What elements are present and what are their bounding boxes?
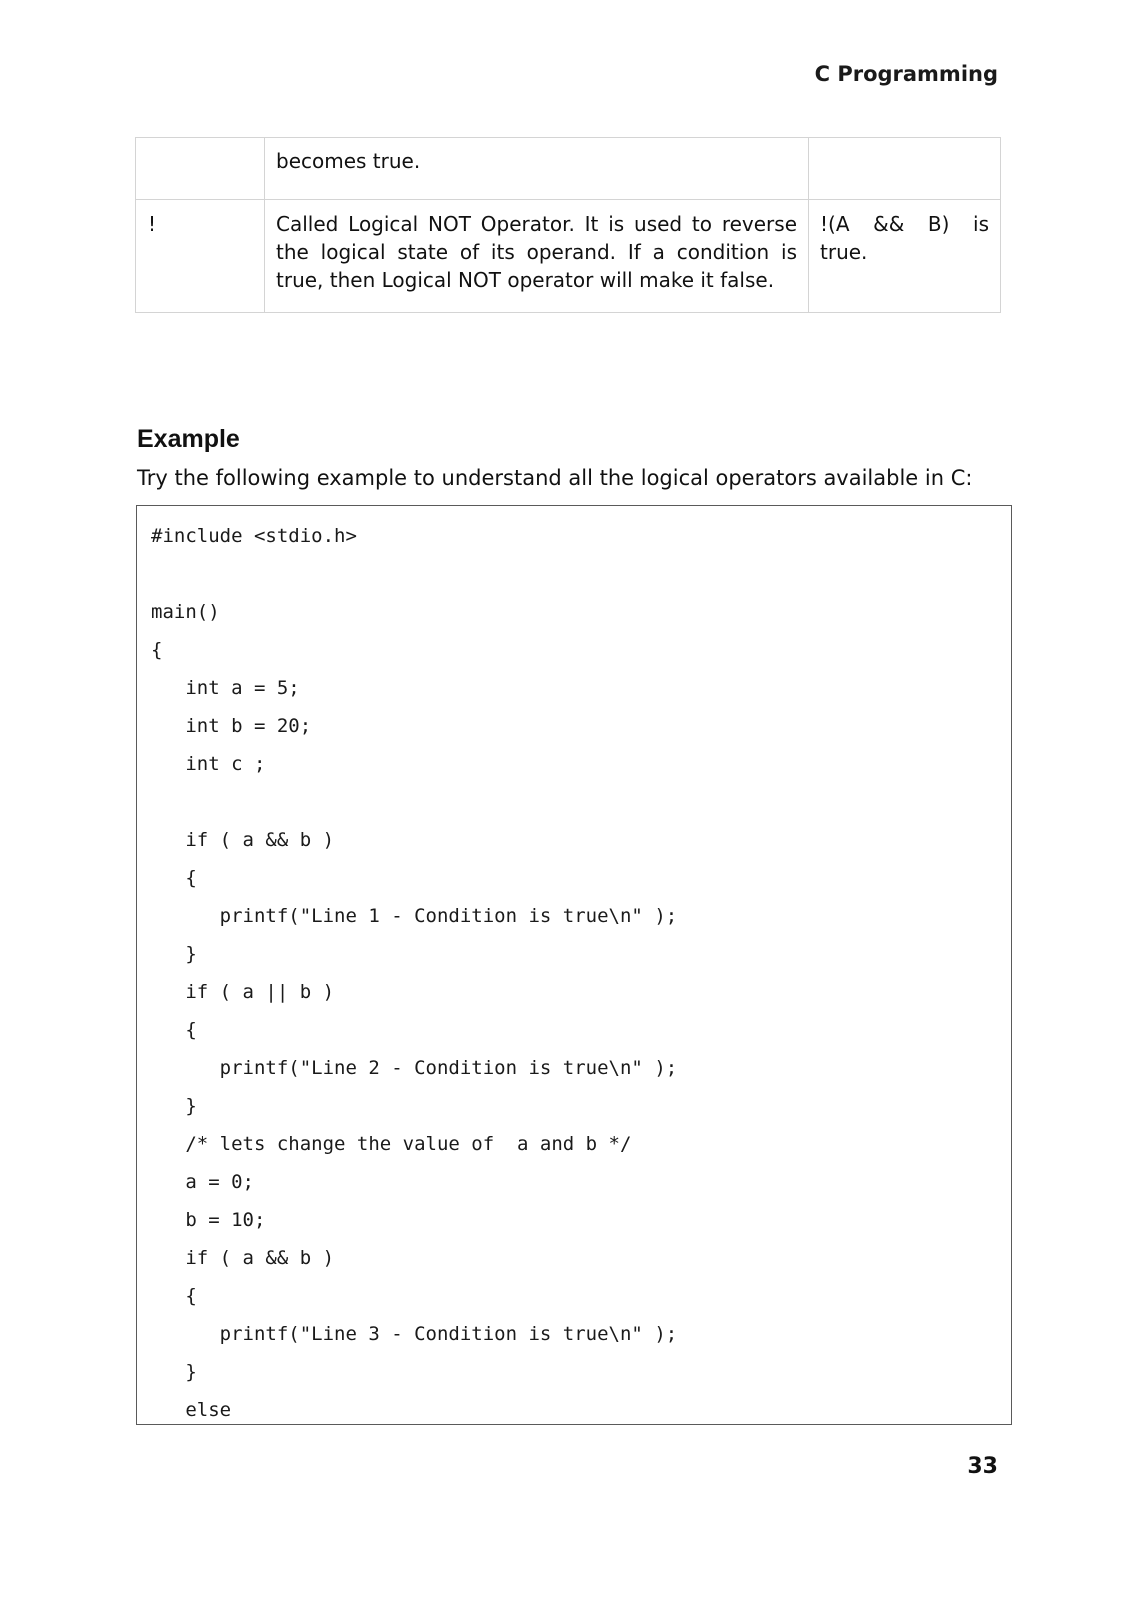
code-line: int c ; (151, 753, 266, 775)
code-line: } (151, 943, 197, 965)
code-line: int a = 5; (151, 677, 300, 699)
operator-cell: ! (136, 200, 265, 313)
code-line: else (151, 1399, 232, 1421)
code-line: } (151, 1095, 197, 1117)
table-row (136, 138, 1001, 200)
code-line: if ( a || b ) (151, 981, 335, 1003)
code-line: main() (151, 601, 220, 623)
section-heading: Example (137, 425, 240, 453)
running-header: C Programming (814, 62, 998, 86)
code-line: int b = 20; (151, 715, 312, 737)
code-line: printf("Line 2 - Condition is true\n" ); (151, 1057, 678, 1079)
code-line: if ( a && b ) (151, 1247, 335, 1269)
code-line: { (151, 639, 163, 661)
code-line: #include <stdio.h> (151, 525, 357, 547)
code-line: printf("Line 1 - Condition is true\n" ); (151, 905, 678, 927)
code-line: if ( a && b ) (151, 829, 335, 851)
intro-paragraph: Try the following example to understand all the logical operators available in C: (137, 466, 973, 490)
code-line: printf("Line 3 - Condition is true\n" ); (151, 1323, 678, 1345)
code-line (151, 555, 1011, 593)
description-cell: Called Logical NOT Operator. It is used to reverse the logical state of its operand. If a condition is true, then Logical NOT operator will make it false. (265, 200, 809, 313)
code-line: } (151, 1361, 197, 1383)
code-block (136, 505, 1012, 1425)
code-line: b = 10; (151, 1209, 266, 1231)
code-line: a = 0; (151, 1171, 254, 1193)
code-line: { (151, 1285, 197, 1307)
description-cell: becomes true. (265, 138, 809, 200)
code-line (151, 783, 1011, 821)
code-line: { (151, 1019, 197, 1041)
example-cell (809, 138, 1001, 200)
operator-cell (136, 138, 265, 200)
operator-table (135, 137, 1001, 313)
code-line: { (151, 867, 197, 889)
table-row (136, 200, 1001, 313)
page-number: 33 (967, 1454, 998, 1479)
example-cell: !(A && B) is true. (809, 200, 1001, 313)
code-line: /* lets change the value of a and b */ (151, 1133, 632, 1155)
